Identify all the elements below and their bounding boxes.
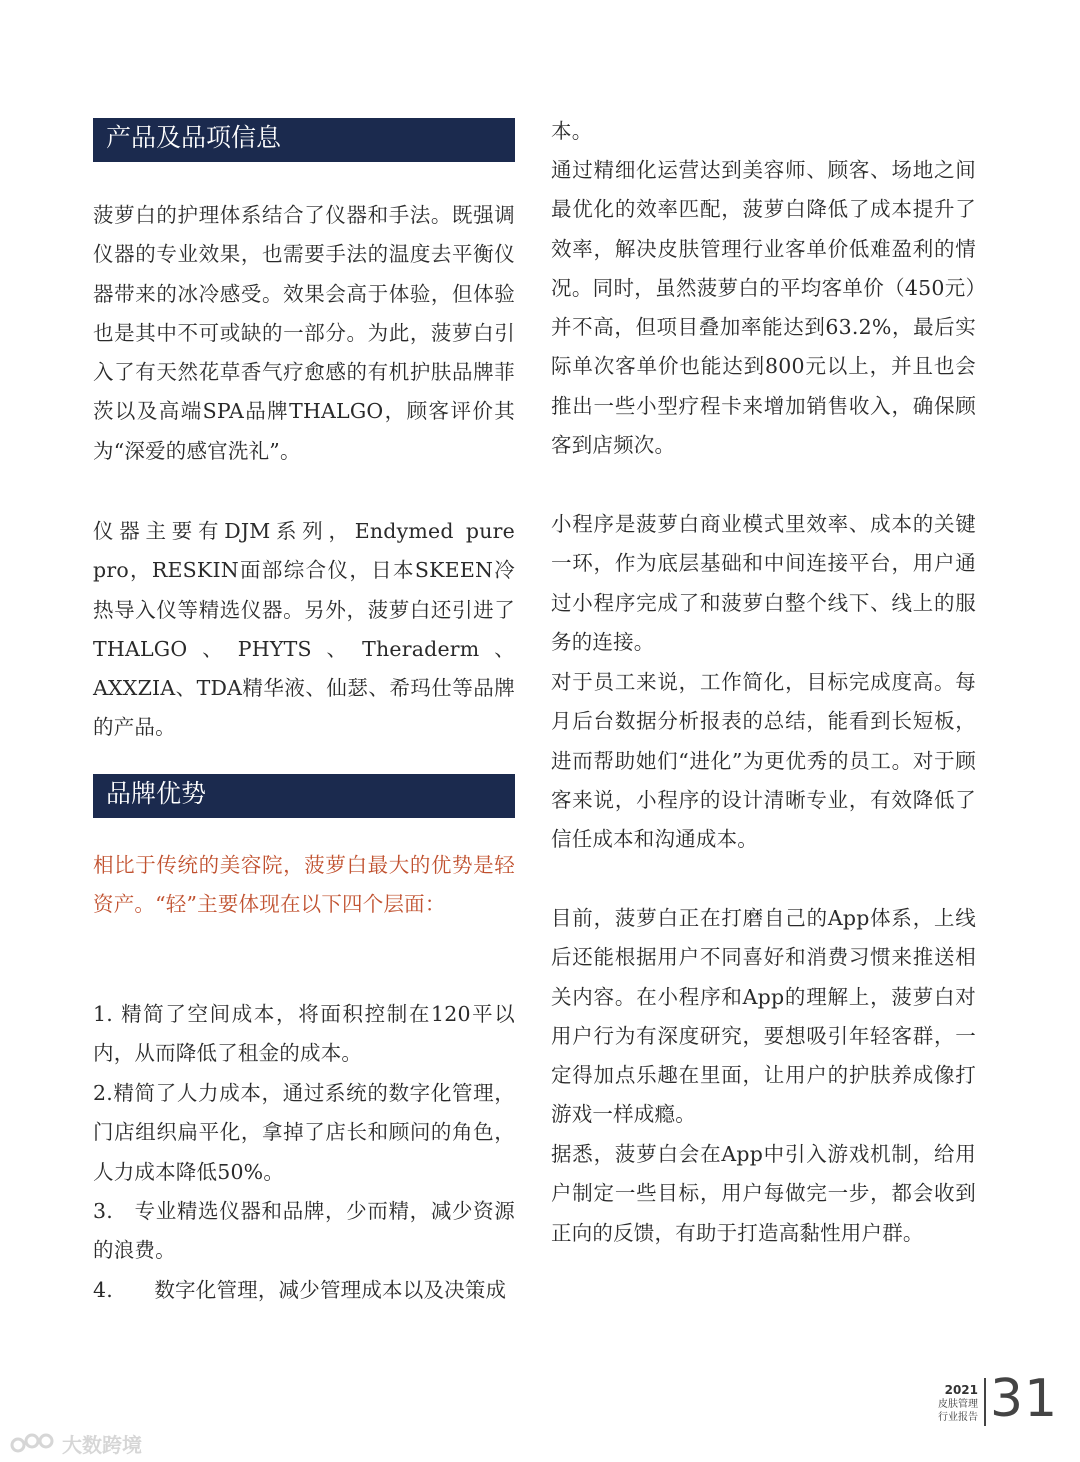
paragraph-app-system: 目前，菠萝白正在打磨自己的App体系，上线后还能根据用户不同喜好和消费习惯来推送相关内容。在小程序和App的理解上，菠萝白对用户行为有深度研究，要想吸引年轻客群，一定得加点乐趣在里面，让用户的护肤养成像打游戏一样成瘾。 (551, 906, 976, 1127)
list-item: 4. 数字化管理，减少管理成本以及决策成 (93, 1278, 507, 1302)
list-item: 3. 专业精选仪器和品牌，少而精，减少资源的浪费。 (93, 1199, 515, 1263)
paragraph-staff-customer: 对于员工来说，工作简化，目标完成度高。每月后台数据分析报表的总结，能看到长短板，进而帮助她们“进化”为更优秀的员工。对于顾客来说，小程序的设计清晰专业，有效降低了信任成本和沟通成本。 (551, 670, 976, 852)
list-item: 1. 精简了空间成本，将面积控制在120平以内，从而降低了租金的成本。 (93, 1002, 515, 1066)
footer-label-line1: 皮肤管理 (938, 1399, 978, 1410)
section-header-title: 产品及品项信息 (106, 123, 282, 152)
section-header-brand-advantage (93, 774, 515, 818)
footer-year: 2021 (944, 1383, 978, 1397)
paragraph-care-system: 菠萝白的护理体系结合了仪器和手法。既强调仪器的专业效果，也需要手法的温度去平衡仪器带来的冰冷感受。效果会高于体验，但体验也是其中不可或缺的一部分。为此，菠萝白引入了有天然花草香气疗愈感的有机护肤品牌菲茨以及高端SPA品牌THALGO，顾客评价其为“深爱的感官洗礼”。 (93, 203, 515, 463)
paragraph-light-asset-intro: 相比于传统的美容院，菠萝白最大的优势是轻资产。“轻”主要体现在以下四个层面： (93, 853, 515, 917)
paragraph-game-mechanism: 据悉，菠萝白会在App中引入游戏机制，给用户制定一些目标，用户每做完一步，都会收到正向的反馈，有助于打造高黏性用户群。 (551, 1142, 976, 1245)
footer-label-line2: 行业报告 (938, 1412, 978, 1423)
page-number: 31 (990, 1369, 1059, 1429)
paragraph-efficiency: 通过精细化运营达到美容师、顾客、场地之间最优化的效率匹配，菠萝白降低了成本提升了效率，解决皮肤管理行业客单价低难盈利的情况。同时，虽然菠萝白的平均客单价（450元）并不高，但项目叠加率能达到63.2%，最后实际单次客单价也能达到800元以上，并且也会推出一些小型疗程卡来增加销售收入，确保顾客到店频次。 (551, 158, 976, 458)
paragraph-instruments: 仪器主要有DJM系列，Endymed pure pro，RESKIN面部综合仪，日本SKEEN冷热导入仪等精选仪器。另外，菠萝白还引进了THALGO、PHYTS、Theraderm、AXXZIA、TDA精华液、仙瑟、希玛仕等品牌的产品。 (93, 519, 515, 740)
section-header-product-info (93, 118, 515, 162)
watermark-text: 大数跨境 (62, 1432, 142, 1457)
paragraph-continued: 本。 (551, 119, 593, 143)
section-header-title: 品牌优势 (106, 779, 207, 808)
paragraph-mini-program: 小程序是菠萝白商业模式里效率、成本的关键一环，作为底层基础和中间连接平台，用户通过小程序完成了和菠萝白整个线下、线上的服务的连接。 (551, 512, 976, 654)
watermark (10, 1428, 142, 1458)
list-item: 2.精简了人力成本，通过系统的数字化管理，门店组织扁平化，拿掉了店长和顾问的角色，人力成本降低50%。 (93, 1081, 515, 1184)
footer-divider (984, 1378, 986, 1426)
watermark-logo-icon (10, 1429, 56, 1457)
